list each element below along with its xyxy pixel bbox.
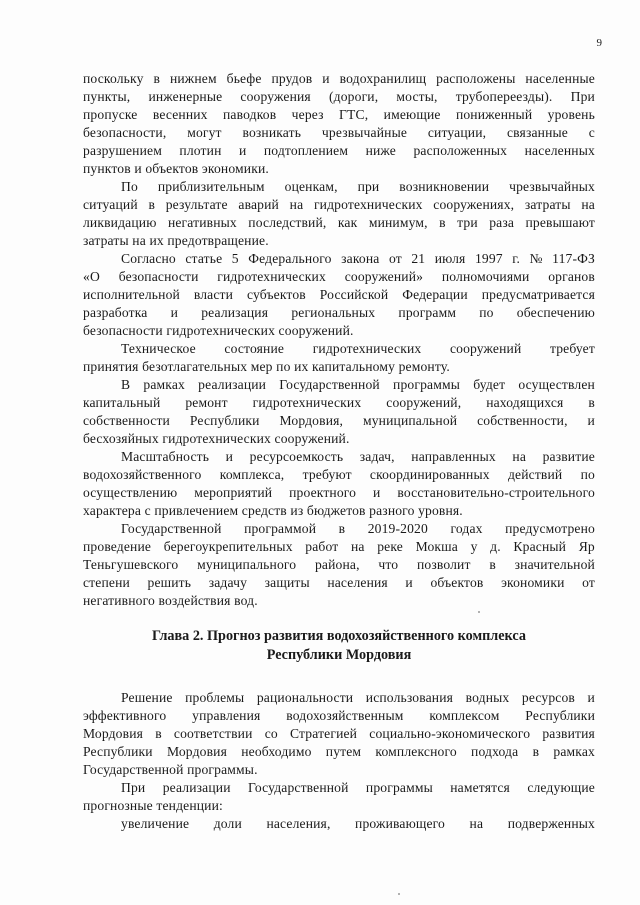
text-line: капитальный ремонт гидротехнических сооружений, находящихся в <box>83 395 595 410</box>
text-line: поскольку в нижнем бьефе прудов и водохранилищ расположены населенные <box>83 71 595 86</box>
text-line: В рамках реализации Государственной программы будет осуществлен <box>121 377 595 392</box>
text-line: исполнительной власти субъектов Российской Федерации предусматривается <box>83 287 595 302</box>
chapter-heading <box>83 627 595 665</box>
text-line: затраты на их предотвращение. <box>83 233 269 248</box>
text-line: степени решить задачу защиты населения и объектов экономики от <box>83 575 595 590</box>
text-line: Масштабность и ресурсоемкость задач, направленных на развитие <box>121 449 595 464</box>
text-line: Мордовия в соответствии со Стратегией социально-экономического развития <box>83 726 595 741</box>
text-line: разрушением плотин и подтоплением ниже расположенных населенных <box>83 143 595 158</box>
text-line: проведение берегоукрепительных работ на реке Мокша у д. Красный Яр <box>83 539 595 554</box>
text-line: эффективного управления водохозяйственным комплексом Республики <box>83 708 595 723</box>
text-line: характера с привлечением средств из бюджетов разного уровня. <box>83 503 463 518</box>
text-line: разработка и реализация региональных программ по обеспечению <box>83 305 595 320</box>
scan-speck <box>478 611 480 613</box>
text-line: При реализации Государственной программы наметятся следующие <box>121 780 595 795</box>
text-line: собственности Республики Мордовия, муниципальной собственности, и <box>83 413 595 428</box>
scan-speck <box>398 893 400 895</box>
text-line: принятия безотлагательных мер по их капитальному ремонту. <box>83 359 450 374</box>
text-line: Решение проблемы рациональности использования водных ресурсов и <box>121 690 595 705</box>
text-line: прогнозные тенденции: <box>83 798 223 813</box>
text-line: осуществлению мероприятий проектного и восстановительно-строительного <box>83 485 595 500</box>
text-line: безопасности гидротехнических сооружений. <box>83 323 354 338</box>
text-line: Техническое состояние гидротехнических сооружений требует <box>121 341 595 356</box>
text-line: Государственной программой в 2019-2020 годах предусмотрено <box>121 521 595 536</box>
chapter-heading-line-1: Глава 2. Прогноз развития водохозяйственного комплекса <box>152 628 526 644</box>
text-line: пунктов и объектов экономики. <box>83 161 269 176</box>
text-line: негативного воздействия вод. <box>83 593 258 608</box>
text-line: бесхозяйных гидротехнических сооружений. <box>83 431 350 446</box>
page-number: 9 <box>596 37 602 49</box>
text-line: пункты, инженерные сооружения (дороги, мосты, трубопереезды). При <box>83 89 595 104</box>
text-line: Республики Мордовия необходимо путем комплексного подхода в рамках <box>83 744 595 759</box>
body-text-block-1 <box>83 70 595 610</box>
text-line: Согласно статье 5 Федерального закона от 21 июля 1997 г. № 117-ФЗ <box>121 251 595 266</box>
text-line: водохозяйственного комплекса, требуют скоординированных действий по <box>83 467 595 482</box>
text-line: По приблизительным оценкам, при возникновении чрезвычайных <box>121 179 595 194</box>
chapter-heading-line-2: Республики Мордовия <box>266 647 412 663</box>
text-line: ситуаций в результате аварий на гидротехнических сооружениях, затраты на <box>83 197 595 212</box>
text-line: увеличение доли населения, проживающего на подверженных <box>121 816 595 831</box>
text-line: безопасности, могут возникать чрезвычайные ситуации, связанные с <box>83 125 595 140</box>
text-line: пропуске весенних паводков через ГТС, имеющие пониженный уровень <box>83 107 595 122</box>
text-line: Теньгушевского муниципального района, что позволит в значительной <box>83 557 595 572</box>
text-line: «О безопасности гидротехнических сооружений» полномочиями органов <box>83 269 595 284</box>
text-line: Государственной программы. <box>83 762 258 777</box>
body-text-block-2 <box>83 689 595 833</box>
text-line: ликвидацию негативных последствий, как минимум, в три раза превышают <box>83 215 595 230</box>
